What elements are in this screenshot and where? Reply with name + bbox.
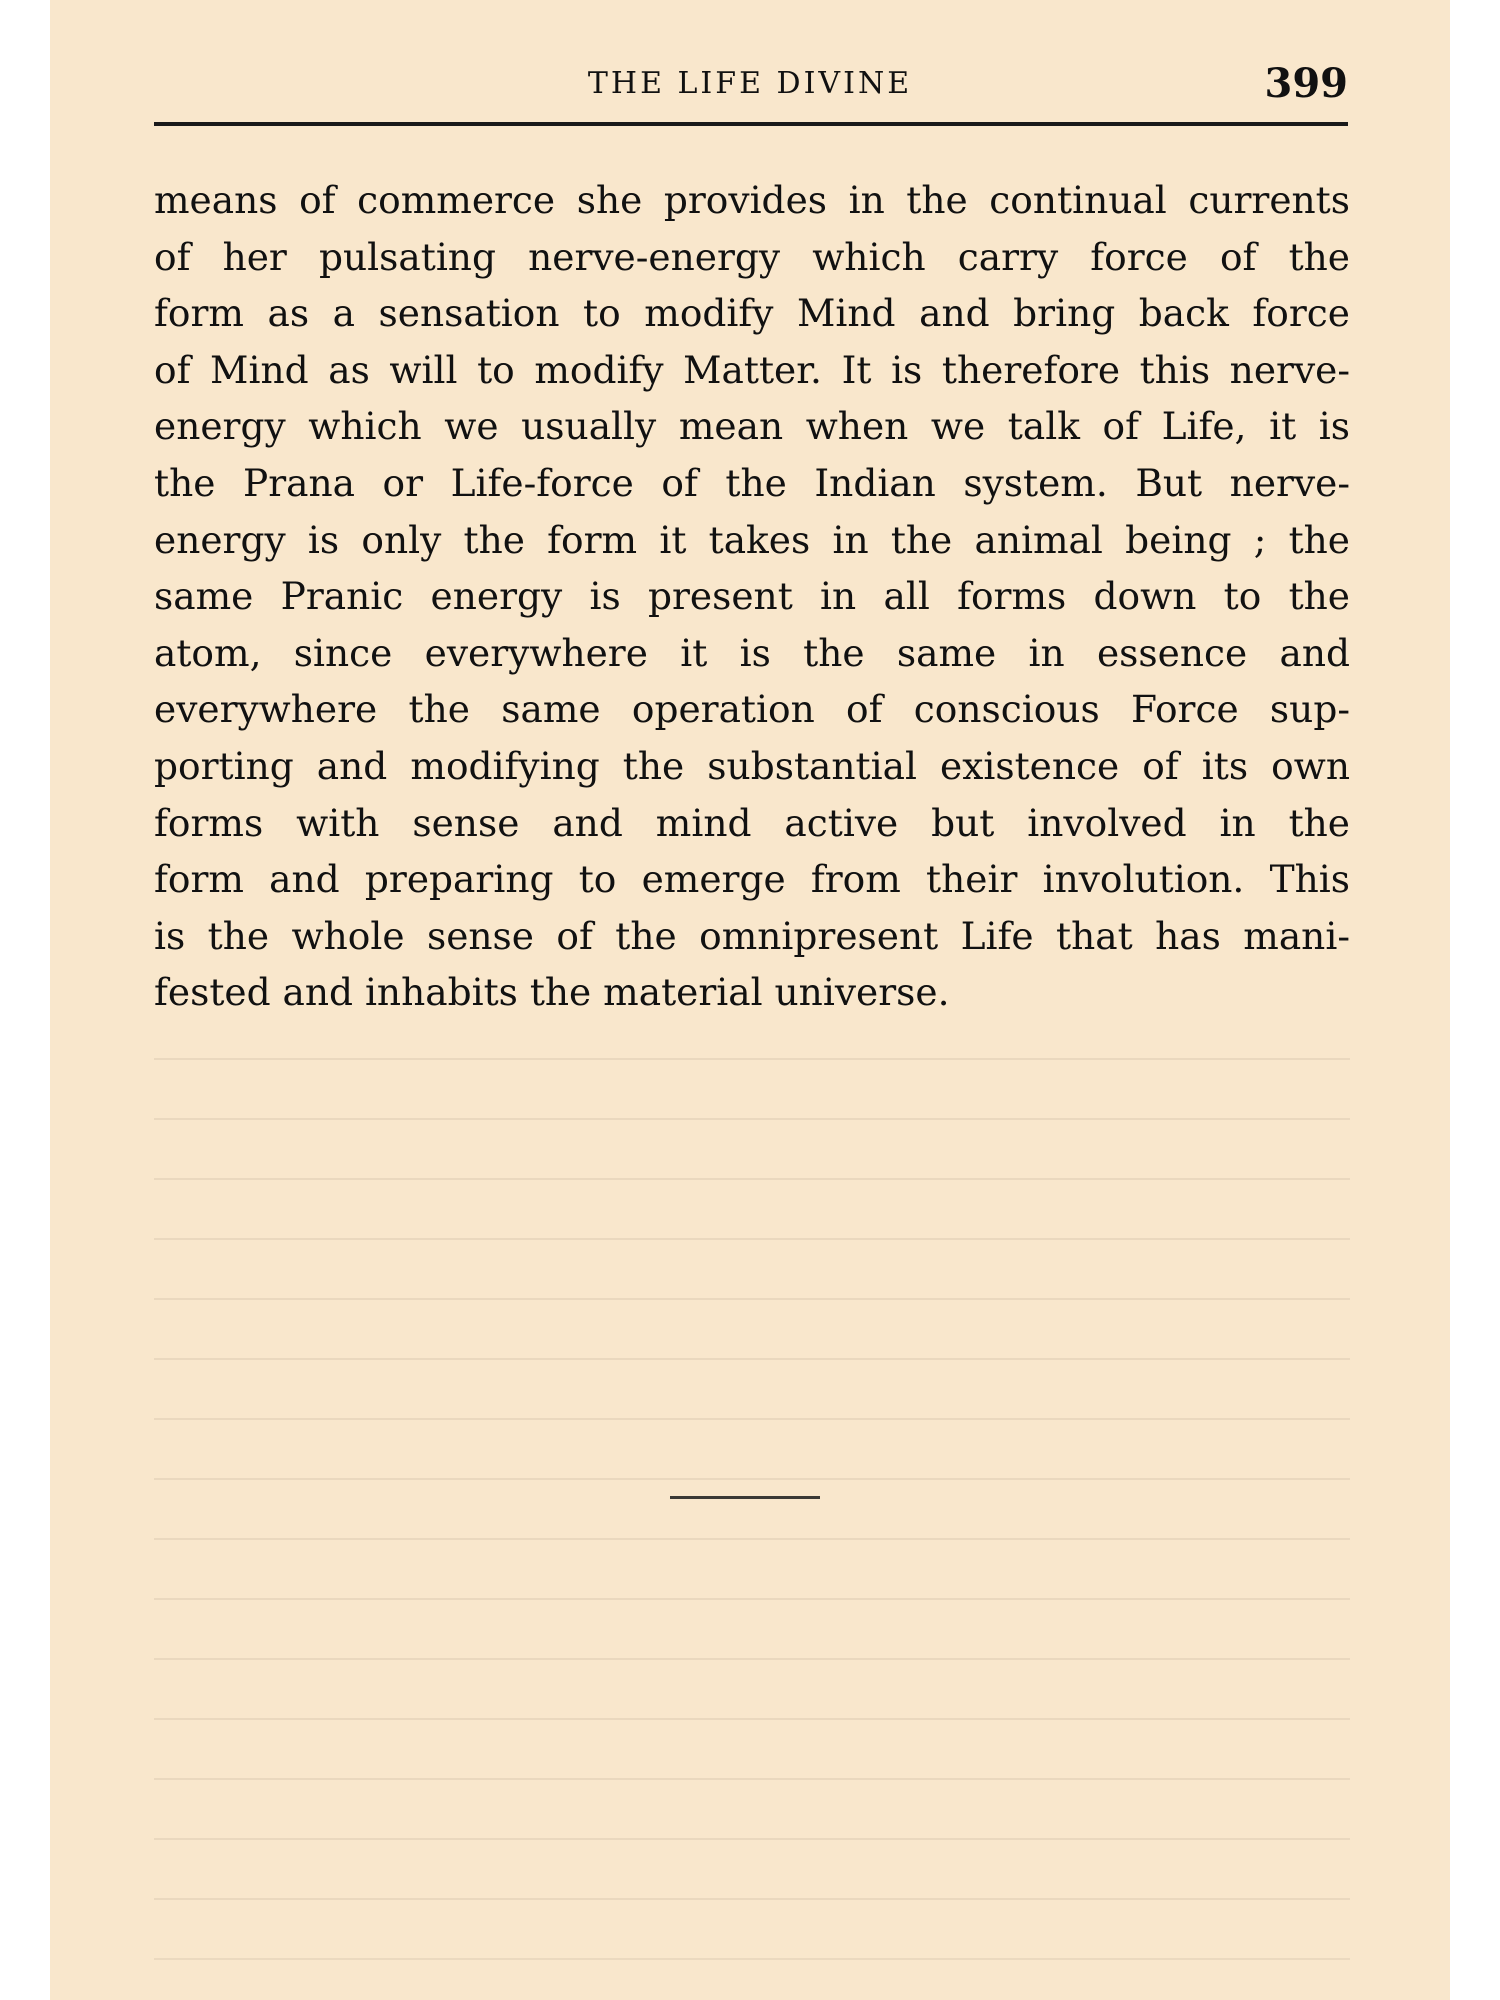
text-line: energy which we usually mean when we talk of Life, it is xyxy=(154,404,1350,449)
bleed-through-texture xyxy=(154,1000,1350,2000)
running-title: THE LIFE DIVINE xyxy=(587,66,913,101)
text-line: of her pulsating nerve-energy which carry force of the xyxy=(154,234,1350,279)
text-line: means of commerce she provides in the continual currents xyxy=(154,178,1350,222)
text-line-last: fested and inhabits the material universe. xyxy=(154,970,950,1015)
text-line: form as a sensation to modify Mind and bring back force xyxy=(154,291,1350,336)
bleed-through-rule xyxy=(670,1496,820,1499)
text-line: is the whole sense of the omnipresent Life that has mani- xyxy=(154,913,1350,958)
page-number: 399 xyxy=(1264,60,1348,107)
header-rule xyxy=(154,122,1348,126)
text-line: forms with sense and mind active but involved in the xyxy=(154,800,1350,845)
text-line: porting and modifying the substantial existence of its own xyxy=(154,743,1350,788)
text-line: atom, since everywhere it is the same in essence and xyxy=(154,630,1350,675)
book-page xyxy=(50,0,1450,2000)
text-line: everywhere the same operation of conscious Force sup- xyxy=(154,687,1350,732)
page-header xyxy=(152,60,1348,116)
text-line: the Prana or Life-force of the Indian system. But nerve- xyxy=(154,460,1350,505)
body-paragraph xyxy=(154,172,1350,1021)
text-line: energy is only the form it takes in the animal being ; the xyxy=(154,517,1350,562)
text-line: form and preparing to emerge from their involution. This xyxy=(154,857,1350,902)
text-line: same Pranic energy is present in all forms down to the xyxy=(154,574,1350,619)
text-line: of Mind as will to modify Matter. It is therefore this nerve- xyxy=(154,347,1350,392)
